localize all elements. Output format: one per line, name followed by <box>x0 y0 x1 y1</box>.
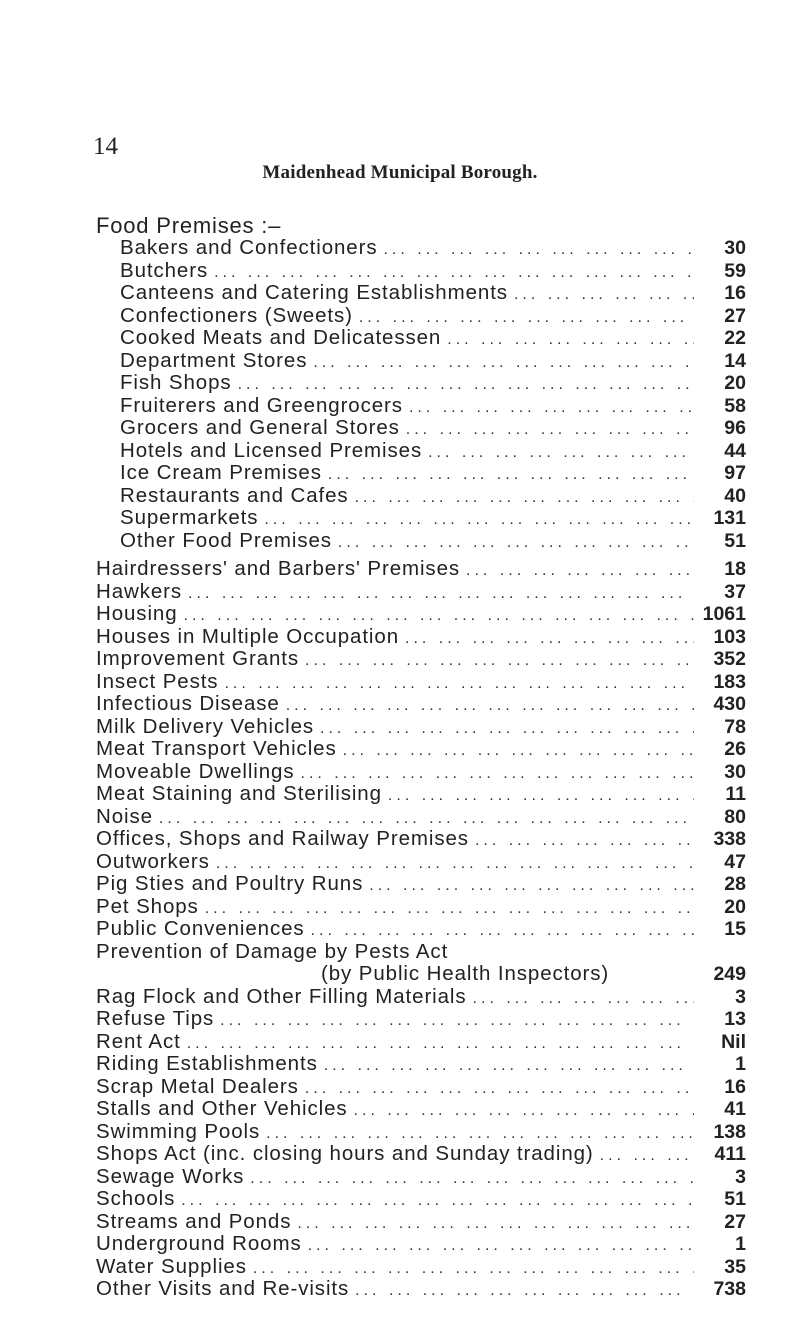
list-item <box>96 1031 746 1054</box>
dot-leader <box>355 487 694 510</box>
row-label: Infectious Disease <box>96 692 280 715</box>
list-item <box>96 305 746 328</box>
row-value: 27 <box>724 304 746 327</box>
row-value: 22 <box>724 327 746 349</box>
list-item <box>96 417 746 440</box>
row-label: Offices, Shops and Railway Premises <box>96 827 469 850</box>
dot-leader <box>220 1010 694 1033</box>
row-value: 51 <box>724 529 746 552</box>
dot-leader <box>383 239 694 262</box>
dot-leader <box>406 419 694 442</box>
row-value: 3 <box>735 985 746 1008</box>
row-label: Housing <box>96 602 178 625</box>
dot-leader <box>305 1078 694 1101</box>
other-premises-group-b <box>96 986 746 1301</box>
list-item <box>96 1008 746 1031</box>
row-value: 16 <box>724 1075 746 1098</box>
row-label: Canteens and Catering Establishments <box>120 281 508 304</box>
row-label: Public Conveniences <box>96 917 305 940</box>
list-item <box>96 1098 746 1121</box>
list-item <box>96 1143 746 1166</box>
row-label: Meat Transport Vehicles <box>96 737 337 760</box>
list-item <box>96 282 746 305</box>
dot-leader <box>355 1280 694 1303</box>
row-value: 183 <box>713 670 746 693</box>
row-label: Confectioners (Sweets) <box>120 303 353 327</box>
dot-leader <box>428 442 694 465</box>
row-value: 138 <box>713 1120 746 1143</box>
document-header: Maidenhead Municipal Borough. <box>262 162 538 183</box>
row-value: 738 <box>713 1278 746 1300</box>
row-label: Stalls and Other Vehicles <box>96 1097 348 1120</box>
row-label: Refuse Tips <box>96 1007 215 1030</box>
row-label: Noise <box>96 804 153 828</box>
dot-leader <box>328 464 694 487</box>
other-premises-group-a <box>96 558 746 941</box>
row-value: 30 <box>724 237 746 259</box>
row-label: Cooked Meats and Delicatessen <box>120 326 442 349</box>
list-item <box>96 1256 746 1279</box>
dot-leader <box>405 628 694 651</box>
dot-leader <box>409 397 694 420</box>
row-label: Pig Sties and Poultry Runs <box>96 872 364 895</box>
row-value: 16 <box>724 282 746 304</box>
list-item <box>96 558 746 581</box>
row-label: Shops Act (inc. closing hours and Sunday trading) <box>96 1142 594 1165</box>
row-label: Underground Rooms <box>96 1232 302 1255</box>
row-label: Fruiterers and Greengrocers <box>120 393 403 417</box>
row-value: 58 <box>724 394 746 417</box>
row-label: Improvement Grants <box>96 647 300 670</box>
row-label: Outworkers <box>96 849 210 873</box>
row-label: Swimming Pools <box>96 1119 261 1143</box>
dot-leader <box>224 673 694 696</box>
dot-leader <box>308 1235 694 1258</box>
row-label: Hotels and Licensed Premises <box>120 438 423 462</box>
row-value: 47 <box>724 850 746 873</box>
list-item <box>96 530 746 553</box>
list-item <box>96 648 746 671</box>
list-item <box>96 507 746 530</box>
row-value: 41 <box>724 1098 746 1120</box>
list-item <box>96 581 746 604</box>
row-label: Department Stores <box>120 348 308 372</box>
list-item <box>96 693 746 716</box>
dot-leader <box>305 650 694 673</box>
list-item <box>96 806 746 829</box>
list-item <box>96 237 746 260</box>
dot-leader <box>475 830 694 853</box>
row-label: Rent Act <box>96 1029 181 1053</box>
list-item <box>96 1121 746 1144</box>
dot-leader <box>188 583 694 606</box>
dot-leader <box>343 740 694 763</box>
dot-leader <box>250 1168 694 1191</box>
row-label: Sewage Works <box>96 1164 245 1188</box>
row-label: Supermarkets <box>120 506 259 529</box>
row-label: Bakers and Confectioners <box>120 236 378 259</box>
list-item <box>96 986 746 1009</box>
row-value: 18 <box>724 558 746 580</box>
dot-leader <box>447 329 694 352</box>
list-item <box>96 395 746 418</box>
row-value: 59 <box>724 259 746 282</box>
row-label: Prevention of Damage by Pests Act <box>96 939 449 963</box>
dot-leader <box>473 988 694 1011</box>
list-item <box>96 327 746 350</box>
dot-leader <box>388 785 694 808</box>
row-label: Pet Shops <box>96 894 199 918</box>
row-label: Houses in Multiple Occupation <box>96 624 399 648</box>
list-item <box>96 440 746 463</box>
row-value: 26 <box>724 738 746 760</box>
row-value: 103 <box>713 625 746 648</box>
dot-leader <box>369 875 694 898</box>
inspection-list <box>96 237 746 1301</box>
list-item <box>96 738 746 761</box>
row-label: Streams and Ponds <box>96 1209 292 1233</box>
row-value: Nil <box>721 1030 746 1053</box>
row-label: Ice Cream Premises <box>120 461 322 484</box>
row-value: 27 <box>724 1210 746 1233</box>
row-value: 96 <box>724 417 746 439</box>
list-item <box>96 851 746 874</box>
row-value: 20 <box>724 372 746 394</box>
row-label: Fish Shops <box>120 371 232 394</box>
row-value: 44 <box>724 439 746 462</box>
row-value: 37 <box>724 580 746 603</box>
row-value: 430 <box>713 693 746 715</box>
row-label: Other Food Premises <box>120 528 332 552</box>
row-label: Grocers and General Stores <box>120 416 400 439</box>
row-label: Other Visits and Re-visits <box>96 1277 350 1300</box>
row-label: Water Supplies <box>96 1254 247 1278</box>
list-item <box>96 372 746 395</box>
page-number: 14 <box>93 133 118 160</box>
row-label: Hawkers <box>96 579 183 603</box>
dot-leader <box>338 532 694 555</box>
row-label: (by Public Health Inspectors) <box>321 962 610 985</box>
row-value: 35 <box>724 1255 746 1278</box>
row-label: Schools <box>96 1187 176 1210</box>
row-label: Scrap Metal Dealers <box>96 1074 299 1098</box>
list-item <box>96 828 746 851</box>
list-item <box>96 1278 746 1301</box>
row-label: Hairdressers' and Barbers' Premises <box>96 557 461 580</box>
section-title-food-premises: Food Premises :– <box>96 213 282 238</box>
row-value: 411 <box>714 1143 746 1165</box>
dot-leader <box>313 352 694 375</box>
pests-act-row-line1 <box>96 941 746 964</box>
dot-leader <box>514 284 694 307</box>
list-item <box>96 873 746 896</box>
row-value: 28 <box>724 873 746 895</box>
row-value: 1 <box>735 1233 746 1255</box>
row-label: Restaurants and Cafes <box>120 483 349 507</box>
list-item <box>96 1166 746 1189</box>
list-item <box>96 1076 746 1099</box>
list-item <box>96 716 746 739</box>
row-value: 131 <box>713 507 746 529</box>
row-value: 3 <box>735 1165 746 1188</box>
list-item <box>96 896 746 919</box>
row-value: 1 <box>735 1053 746 1075</box>
row-label: Riding Establishments <box>96 1052 318 1075</box>
row-label: Butchers <box>120 258 209 282</box>
dot-leader <box>286 695 694 718</box>
list-item <box>96 603 746 626</box>
row-value: 249 <box>713 963 746 985</box>
row-value: 20 <box>724 895 746 918</box>
row-label: Milk Delivery Vehicles <box>96 714 315 738</box>
list-item <box>96 918 746 941</box>
food-premises-group <box>96 237 746 552</box>
row-label: Moveable Dwellings <box>96 759 295 783</box>
list-item <box>96 1211 746 1234</box>
row-value: 80 <box>724 805 746 828</box>
list-item <box>96 1053 746 1076</box>
dot-leader <box>324 1055 694 1078</box>
row-value: 40 <box>724 484 746 507</box>
list-item <box>96 462 746 485</box>
dot-leader <box>320 718 694 741</box>
row-value: 338 <box>713 828 746 850</box>
row-value: 13 <box>724 1008 746 1030</box>
row-value: 352 <box>713 648 746 670</box>
dot-leader <box>354 1100 694 1123</box>
list-item <box>96 485 746 508</box>
pests-act-row-line2 <box>96 963 746 986</box>
row-value: 14 <box>724 349 746 372</box>
row-value: 51 <box>724 1188 746 1210</box>
row-label: Rag Flock and Other Filling Materials <box>96 984 467 1008</box>
row-value: 97 <box>724 462 746 484</box>
list-item <box>96 350 746 373</box>
row-label: Meat Staining and Sterilising <box>96 782 382 805</box>
list-item <box>96 671 746 694</box>
row-value: 30 <box>724 760 746 783</box>
dot-leader <box>297 1213 694 1236</box>
list-item <box>96 626 746 649</box>
list-item <box>96 783 746 806</box>
row-value: 1061 <box>702 603 746 625</box>
list-item <box>96 761 746 784</box>
dot-leader <box>600 1145 694 1168</box>
list-item <box>96 260 746 283</box>
row-label: Insect Pests <box>96 669 219 693</box>
row-value: 11 <box>725 783 746 805</box>
list-item <box>96 1233 746 1256</box>
row-value: 15 <box>724 918 746 940</box>
row-value: 78 <box>724 715 746 738</box>
list-item <box>96 1188 746 1211</box>
dot-leader <box>466 560 694 583</box>
